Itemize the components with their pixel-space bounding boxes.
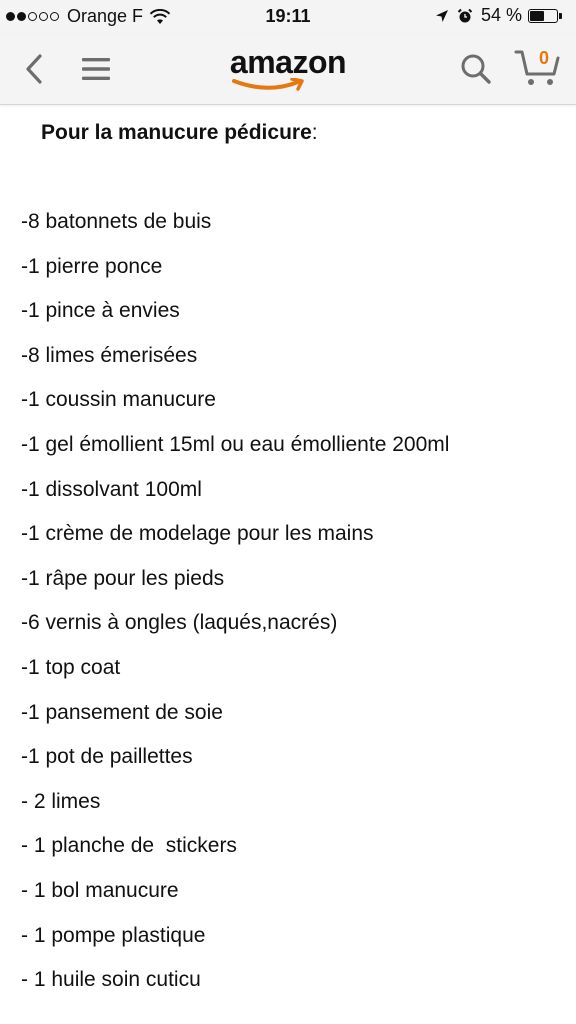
section-heading: [41, 121, 318, 145]
list-item: -1 top coat: [21, 655, 121, 679]
alarm-clock-icon: [457, 8, 473, 24]
items-list: [21, 209, 449, 1012]
list-item: -8 limes émerisées: [21, 343, 198, 367]
list-item: -6 vernis à ongles (laqués,nacrés): [21, 611, 338, 635]
list-item: - 1 huile soin cuticu: [21, 968, 201, 992]
list-item: - 2 limes: [21, 789, 101, 813]
list-item: -1 coussin manucure: [21, 388, 216, 412]
status-right: [435, 5, 562, 26]
navigation-bar: [0, 34, 576, 105]
search-icon: [460, 53, 492, 85]
list-item: -1 gel émollient 15ml ou eau émolliente 200ml: [21, 432, 450, 456]
battery-fill: [530, 11, 544, 21]
heading-text: Pour la manucure pédicure: [41, 121, 312, 144]
location-arrow-icon: [435, 9, 449, 23]
list-item: -1 crème de modelage pour les mains: [21, 522, 374, 546]
status-bar: [0, 0, 576, 34]
logo-text: amazon: [229, 44, 347, 80]
cart-count-badge: 0: [538, 48, 549, 68]
list-item: -1 dissolvant 100ml: [21, 477, 202, 501]
battery-icon: [528, 9, 558, 23]
back-button[interactable]: [12, 34, 56, 104]
list-item: - 1 pompe plastique: [21, 923, 206, 947]
list-item: - 1 planche de stickers: [21, 834, 237, 858]
list-item: - 1 bol manucure: [21, 878, 179, 902]
back-chevron-icon: [24, 53, 44, 85]
battery-percent: 54 %: [480, 5, 522, 25]
battery-tip: [559, 13, 562, 19]
list-item: -1 pot de paillettes: [21, 745, 193, 769]
carrier-name: Orange F: [67, 6, 144, 26]
heading-colon: :: [311, 121, 318, 144]
status-time: 19:11: [265, 6, 311, 26]
amazon-logo[interactable]: [188, 42, 388, 96]
cart-button[interactable]: [510, 34, 566, 104]
search-button[interactable]: [452, 34, 500, 104]
list-item: -1 pansement de soie: [21, 700, 223, 724]
list-item: -8 batonnets de buis: [21, 210, 212, 233]
list-item: -1 pince à envies: [21, 299, 180, 323]
menu-button[interactable]: [74, 34, 118, 104]
logo-smile-icon: [232, 78, 308, 92]
list-item: -1 râpe pour les pieds: [21, 566, 225, 590]
hamburger-menu-icon: [81, 57, 111, 81]
list-item: -1 pierre ponce: [21, 254, 163, 278]
